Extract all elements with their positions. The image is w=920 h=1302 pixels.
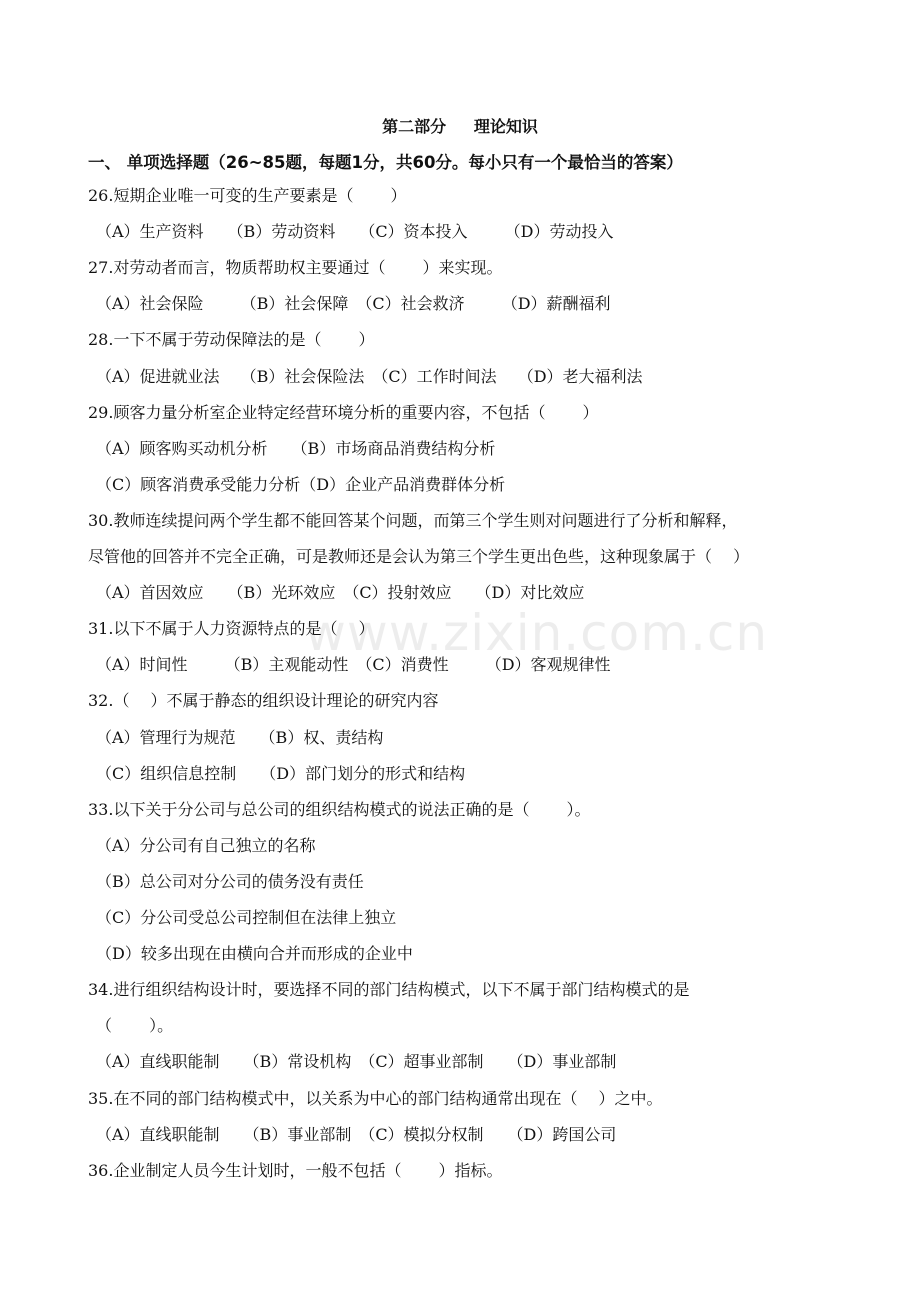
page-title: 第二部分 理论知识 <box>382 117 538 136</box>
section-heading: 一、 单项选择题（26~85题，每题1分，共60分。每小只有一个最恰当的答案） <box>88 153 683 172</box>
option-text: （A）管理行为规范 （B）权、责结构 <box>96 728 384 747</box>
question-text: 28.一下不属于劳动保障法的是（ ） <box>88 330 375 349</box>
option-text: （A）生产资料 （B）劳动资料 （C）资本投入 （D）劳动投入 <box>96 222 614 241</box>
question-text: 33.以下关于分公司与总公司的组织结构模式的说法正确的是（ ）。 <box>88 800 591 819</box>
question-text: 32.（ ）不属于静态的组织设计理论的研究内容 <box>88 691 439 710</box>
question-text: 35.在不同的部门结构模式中，以关系为中心的部门结构通常出现在（ ）之中。 <box>88 1089 663 1108</box>
option-text: （A）时间性 （B）主观能动性 （C）消费性 （D）客观规律性 <box>96 655 611 674</box>
question-text: 29.顾客力量分析室企业特定经营环境分析的重要内容，不包括（ ） <box>88 403 599 422</box>
question-text: 30.教师连续提问两个学生都不能回答某个问题，而第三个学生则对问题进行了分析和解释， <box>88 511 738 530</box>
question-text: 尽管他的回答并不完全正确，可是教师还是会认为第三个学生更出色些，这种现象属于（ ） <box>88 547 750 566</box>
question-text: 27.对劳动者而言，物质帮助权主要通过（ ）来实现。 <box>88 258 503 277</box>
option-text: （D）较多出现在由横向合并而形成的企业中 <box>96 944 413 963</box>
question-text: 34.进行组织结构设计时，要选择不同的部门结构模式，以下不属于部门结构模式的是 <box>88 980 690 999</box>
option-text: （A）直线职能制 （B）常设机构 （C）超事业部制 （D）事业部制 <box>96 1052 617 1071</box>
option-text: （A）促进就业法 （B）社会保险法 （C）工作时间法 （D）老大福利法 <box>96 367 643 386</box>
option-text: （C）顾客消费承受能力分析（D）企业产品消费群体分析 <box>96 475 506 494</box>
option-text: （A）首因效应 （B）光环效应 （C）投射效应 （D）对比效应 <box>96 583 585 602</box>
watermark: www.zixin.com.cn <box>305 604 769 662</box>
option-text: （B）总公司对分公司的债务没有责任 <box>96 872 364 891</box>
option-text: （A）分公司有自己独立的名称 <box>96 836 316 855</box>
option-text: （A）社会保险 （B）社会保障 （C）社会救济 （D）薪酬福利 <box>96 294 611 313</box>
option-text: （C）分公司受总公司控制但在法律上独立 <box>96 908 397 927</box>
option-text: （C）组织信息控制 （D）部门划分的形式和结构 <box>96 764 466 783</box>
question-text: 31.以下不属于人力资源特点的是（ ） <box>88 619 375 638</box>
option-text: （A）直线职能制 （B）事业部制 （C）模拟分权制 （D）跨国公司 <box>96 1125 617 1144</box>
question-text: 26.短期企业唯一可变的生产要素是（ ） <box>88 186 407 205</box>
option-text: （A）顾客购买动机分析 （B）市场商品消费结构分析 <box>96 439 496 458</box>
question-text: 36.企业制定人员今生计划时，一般不包括（ ）指标。 <box>88 1161 503 1180</box>
option-text: （ ）。 <box>96 1016 174 1035</box>
